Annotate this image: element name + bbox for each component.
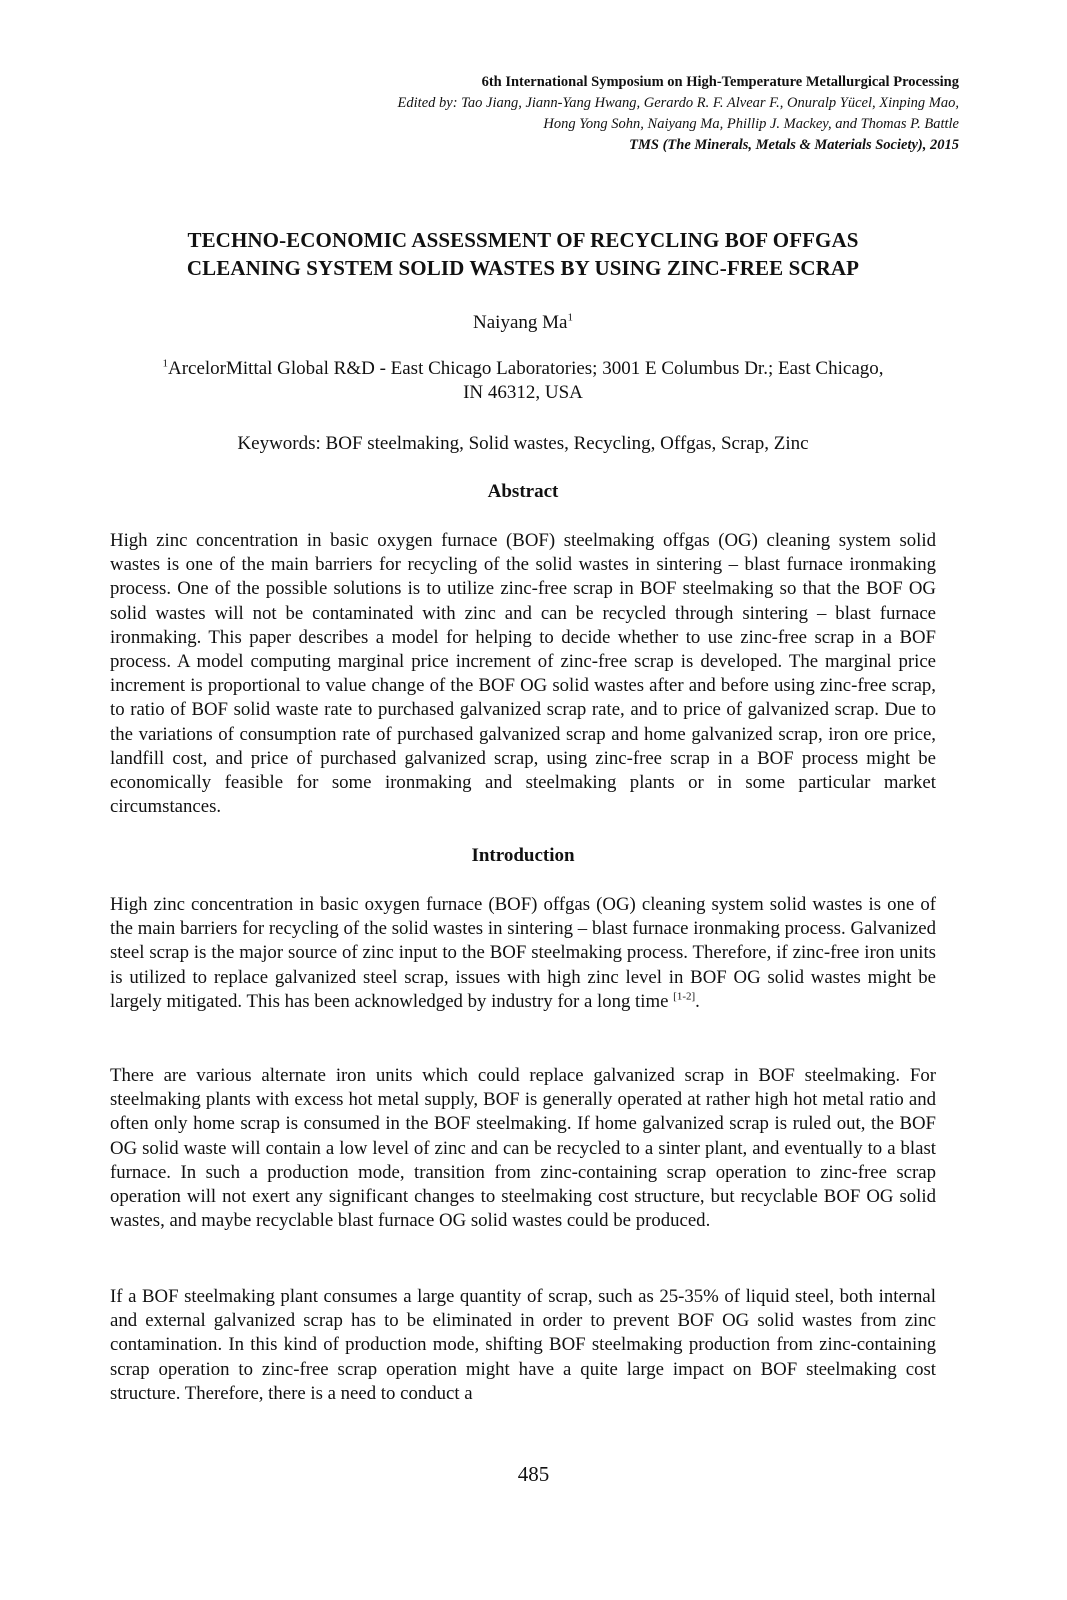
author-superscript: 1 <box>567 311 573 324</box>
proceedings-header <box>199 72 959 156</box>
paper-title-line-2: CLEANING SYSTEM SOLID WASTES BY USING ZINC-FREE SCRAP <box>186 256 860 280</box>
introduction-paragraph-3: If a BOF steelmaking plant consumes a large quantity of scrap, such as 25-35% of liquid steel, both internal and external galvanized scrap has to be eliminated in order to prevent BOF OG solid wastes from zinc contamination. In this kind of production mode, shifting BOF steelmaking production from zinc-containing scrap operation to zinc-free scrap operation might have a quite large impact on BOF steelmaking cost structure. Therefore, there is a need to conduct a <box>110 1286 936 1404</box>
paragraph-1-period: . <box>695 990 700 1012</box>
affiliation-line-2: IN 46312, USA <box>463 382 583 403</box>
keywords: Keywords: BOF steelmaking, Solid wastes, Recycling, Offgas, Scrap, Zinc <box>237 433 809 454</box>
abstract-heading: Abstract <box>487 481 559 502</box>
affiliation-superscript: 1 <box>162 357 168 370</box>
introduction-heading: Introduction <box>471 845 575 866</box>
editors-line-2: Hong Yong Sohn, Naiyang Ma, Phillip J. Mackey, and Thomas P. Battle <box>543 116 959 132</box>
introduction-paragraph-1 <box>110 893 936 1014</box>
affiliation-line-1: ArcelorMittal Global R&D - East Chicago Laboratories; 3001 E Columbus Dr.; East Chicago, <box>167 358 884 379</box>
paper-title-line-1: TECHNO-ECONOMIC ASSESSMENT OF RECYCLING BOF OFFGAS <box>187 228 859 252</box>
introduction-paragraph-2: There are various alternate iron units which could replace galvanized scrap in BOF steelmaking. For steelmaking plants with excess hot metal supply, BOF is generally operated at rather high hot metal ratio and often only home scrap is consumed in the BOF steelmaking. If home galvanized scrap is ruled out, the BOF OG solid waste will contain a low level of zinc and can be recycled to a sinter plant, and eventually to a blast furnace. In such a production mode, transition from zinc-containing scrap operation to zinc-free scrap operation will not exert any significant changes to steelmaking cost structure, but recyclable BOF OG solid wastes, and maybe recyclable blast furnace OG solid wastes could be produced. <box>110 1065 936 1232</box>
introduction-paragraph-1-text: High zinc concentration in basic oxygen furnace (BOF) offgas (OG) cleaning system solid wastes is one of the main barriers for recycling of the solid wastes in sintering – blast furnace ironmaking process. Galvanized steel scrap is the major source of zinc input to the BOF steelmaking process. Therefore, if zinc-free iron units is utilized to replace galvanized steel scrap, issues with high zinc level in BOF OG solid wastes might be largely mitigated. This has been acknowledged by industry for a long time <box>110 894 936 1012</box>
editors-line-1: Edited by: Tao Jiang, Jiann-Yang Hwang, Gerardo R. F. Alvear F., Onuralp Yücel, Xinping Mao, <box>397 95 959 111</box>
page-number: 485 <box>517 1462 550 1486</box>
publisher-line: TMS (The Minerals, Metals & Materials Society), 2015 <box>629 137 959 153</box>
paper-title <box>110 226 936 282</box>
citation-reference: [1-2] <box>673 990 696 1003</box>
author <box>110 310 936 336</box>
affiliation <box>110 357 936 405</box>
abstract-text: High zinc concentration in basic oxygen furnace (BOF) steelmaking offgas (OG) cleaning system solid wastes is one of the main barriers for recycling of the solid wastes in sintering – blast furnace ironmaking process. One of the possible solutions is to utilize zinc-free scrap in BOF steelmaking so that the BOF OG solid wastes will not be contaminated with zinc and can be recycled through sintering – blast furnace ironmaking. This paper describes a model for helping to decide whether to use zinc-free scrap in a BOF process. A model computing marginal price increment of zinc-free scrap is developed. The marginal price increment is proportional to value change of the BOF OG solid wastes after and before using zinc-free scrap, to ratio of BOF solid waste rate to purchased galvanized scrap rate, and to price of galvanized scrap. Due to the variations of consumption rate of purchased galvanized scrap and home galvanized scrap, iron ore price, landfill cost, and price of purchased galvanized scrap, using zinc-free scrap in a BOF process might be economically feasible for some ironmaking and steelmaking plants or in some particular market circumstances. <box>110 530 936 818</box>
author-name: Naiyang Ma <box>473 312 568 333</box>
symposium-title: 6th International Symposium on High-Temperature Metallurgical Processing <box>481 74 959 90</box>
